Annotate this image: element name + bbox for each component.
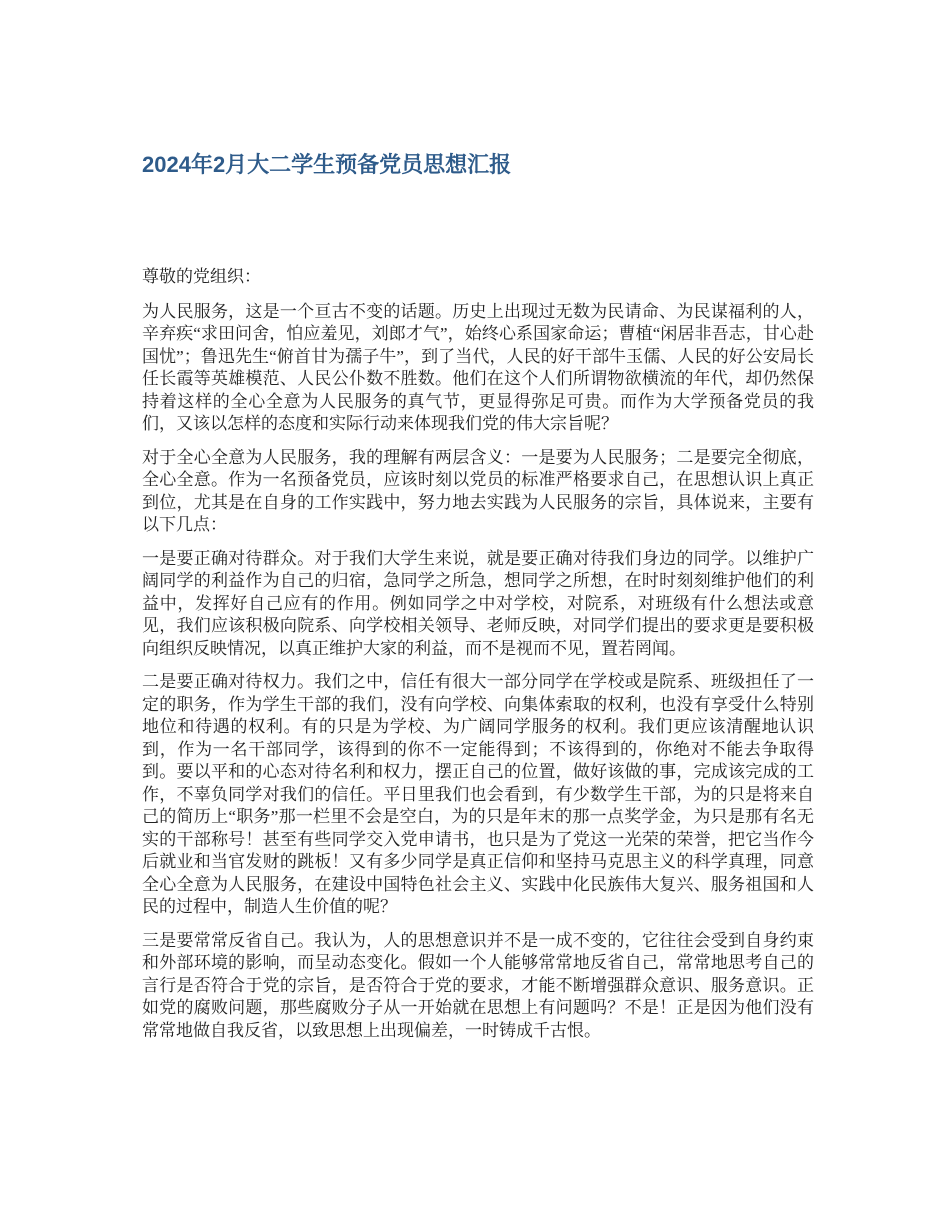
salutation: 尊敬的党组织：: [142, 267, 261, 286]
document-title: 2024年2月大二学生预备党员思想汇报: [142, 152, 512, 177]
paragraph-2: 对于全心全意为人民服务，我的理解有两层含义：一是要为人民服务；二是要完全彻底，全心全意。作为一名预备党员，应该时刻以党员的标准严格要求自己，在思想认识上真正到位，尤其是在自身的工作实践中，努力地去实践为人民服务的宗旨，具体说来，主要有以下几点：: [142, 447, 814, 534]
paragraph-4: 二是要正确对待权力。我们之中，信任有很大一部分同学在学校或是院系、班级担任了一定的职务，作为学生干部的我们，没有向学校、向集体索取的权利，也没有享受什么特别地位和待遇的权利。有的只是为学校、为广阔同学服务的权利。我们更应该清醒地认识到，作为一名干部同学，该得到的你不一定能得到；不该得到的，你绝对不能去争取得到。要以平和的心态对待名利和权力，摆正自己的位置，做好该做的事，完成该完成的工作，不辜负同学对我们的信任。平日里我们也会看到，有少数学生干部，为的只是将来自己的简历上“职务”那一栏里不会是空白，为的只是年末的那一点奖学金，为只是那有名无实的干部称号！甚至有些同学交入党申请书，也只是为了党这一光荣的荣誉，把它当作今后就业和当官发财的跳板！又有多少同学是真正信仰和坚持马克思主义的科学真理，同意全心全意为人民服务，在建设中国特色社会主义、实践中化民族伟大复兴、服务祖国和人民的过程中，制造人生价值的呢？: [142, 672, 814, 916]
paragraph-1: 为人民服务，这是一个亘古不变的话题。历史上出现过无数为民请命、为民谋福利的人，辛弃疾“求田问舍，怕应羞见，刘郎才气”，始终心系国家命运；曹植“闲居非吾志，甘心赴国忧”；鲁迅先生“俯首甘为孺子牛”，到了当代，人民的好干部牛玉儒、人民的好公安局长任长霞等英雄模范、人民公仆数不胜数。他们在这个人们所谓物欲横流的年代，却仍然保持着这样的全心全意为人民服务的真气节，更显得弥足可贵。而作为大学预备党员的我们，又该以怎样的态度和实际行动来体现我们党的伟大宗旨呢？: [142, 301, 814, 433]
paragraph-5: 三是要常常反省自己。我认为，人的思想意识并不是一成不变的，它往往会受到自身约束和外部环境的影响，而呈动态变化。假如一个人能够常常地反省自己，常常地思考自己的言行是否符合于党的宗旨，是否符合于党的要求，才能不断增强群众意识、服务意识。正如党的腐败问题，那些腐败分子从一开始就在思想上有问题吗？不是！正是因为他们没有常常地做自我反省，以致思想上出现偏差，一时铸成千古恨。: [142, 930, 814, 1040]
document-body: [142, 266, 814, 1053]
paragraph-3: 一是要正确对待群众。对于我们大学生来说，就是要正确对待我们身边的同学。以维护广阔同学的利益作为自己的归宿，急同学之所急，想同学之所想，在时时刻刻维护他们的利益中，发挥好自己应有的作用。例如同学之中对学校，对院系，对班级有什么想法或意见，我们应该积极向院系、向学校相关领导、老师反映，对同学们提出的要求更是要积极向组织反映情况，以真正维护大家的利益，而不是视而不见，置若罔闻。: [142, 548, 814, 658]
